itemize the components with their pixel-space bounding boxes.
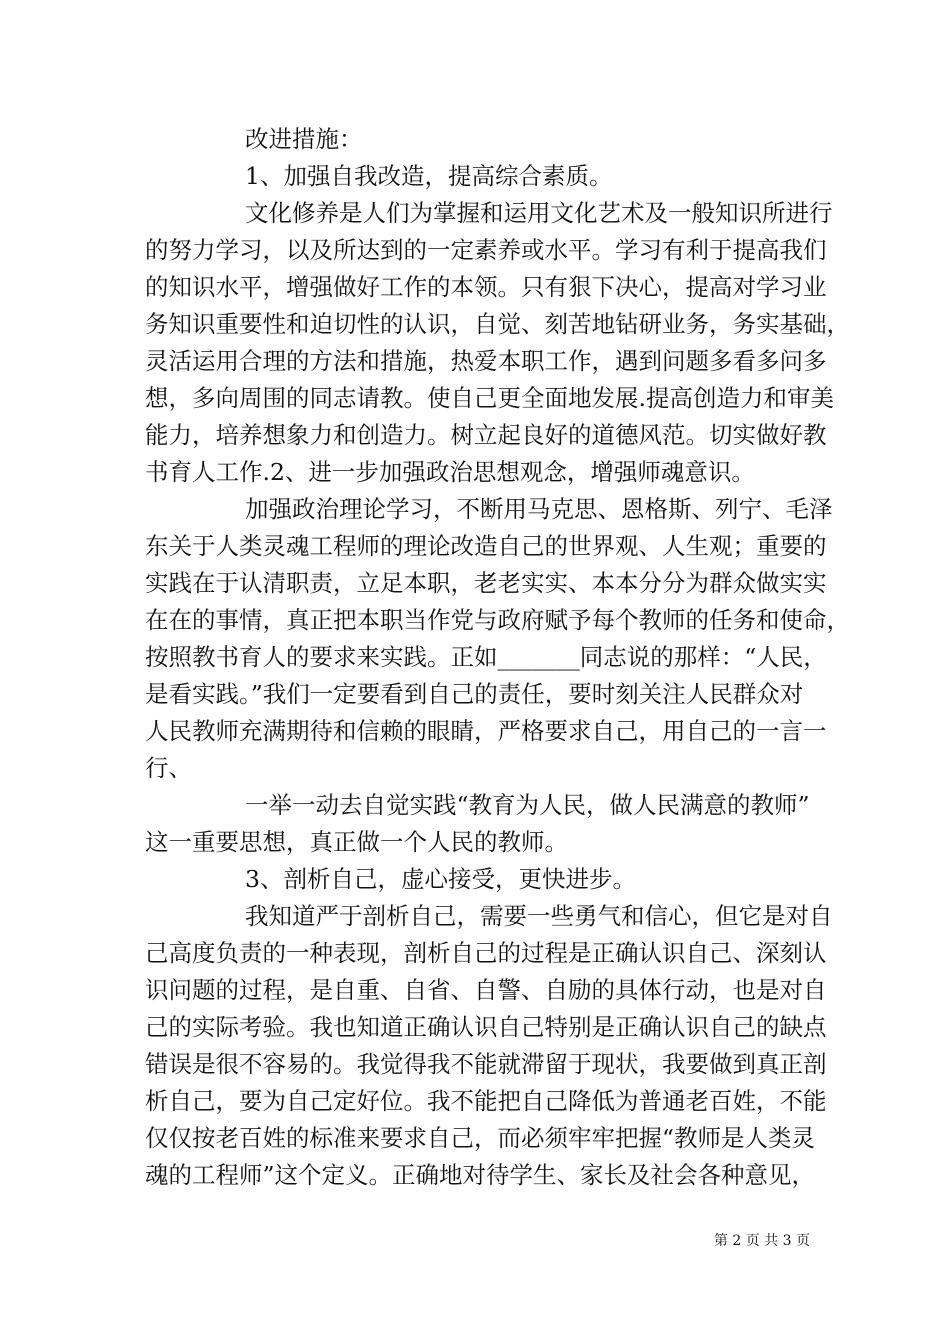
section-heading-1: 1、加强自我改造，提高综合素质。: [245, 162, 613, 190]
paragraph-line: 能力，培养想象力和创造力。树立起良好的道德风范。切实做好教: [145, 421, 827, 449]
paragraph-line: 一举一动去自觉实践“教育为人民，做人民满意的教师”: [245, 791, 810, 819]
paragraph-line: 在在的事情，真正把本职当作党与政府赋予每个教师的任务和使命，: [145, 606, 850, 634]
paragraph-line: 我知道严于剖析自己，需要一些勇气和信心，但它是对自: [245, 902, 833, 930]
paragraph-line: 实践在于认清职责，立足本职，老老实实、本本分分为群众做实实: [145, 569, 827, 597]
section-heading-3: 3、剖析自己，虚心接受，更快进步。: [245, 865, 636, 893]
paragraph-line: 识问题的过程，是自重、自省、自警、自励的具体行动，也是对自: [145, 976, 827, 1004]
paragraph-line: 想，多向周围的同志请教。使自己更全面地发展.提高创造力和审美: [145, 384, 834, 412]
paragraph-line: 行、: [145, 754, 192, 782]
paragraph-line: 仅仅按老百姓的标准来要求自己，而必须牢牢把握“教师是人类灵: [145, 1124, 816, 1152]
paragraph-line: 魂的工程师”这个定义。正确地对待学生、家长及社会各种意见，: [145, 1161, 816, 1189]
paragraph-line: 的知识水平，增强做好工作的本领。只有狠下决心，提高对学习业: [145, 273, 827, 301]
paragraph-line: 按照教书育人的要求来实践。正如_______同志说的那样：“人民，: [145, 643, 827, 671]
paragraph-line: 务知识重要性和迫切性的认识，自觉、刻苦地钻研业务，务实基础，: [145, 310, 850, 338]
paragraph-line: 析自己，要为自己定好位。我不能把自己降低为普通老百姓，不能: [145, 1087, 827, 1115]
heading-improvement-measures: 改进措施：: [245, 125, 363, 153]
paragraph-line: 这一重要思想，真正做一个人民的教师。: [145, 828, 568, 856]
paragraph-line: 灵活运用合理的方法和措施，热爱本职工作，遇到问题多看多问多: [145, 347, 827, 375]
paragraph-line: 的努力学习，以及所达到的一定素养或水平。学习有利于提高我们: [145, 236, 827, 264]
paragraph-line: 文化修养是人们为掌握和运用文化艺术及一般知识所进行: [245, 199, 833, 227]
page-number-footer: 第 2 页 共 3 页: [713, 1233, 810, 1249]
paragraph-line: 己的实际考验。我也知道正确认识自己特别是正确认识自己的缺点: [145, 1013, 827, 1041]
paragraph-line: 书育人工作.2、进一步加强政治思想观念，增强师魂意识。: [145, 458, 755, 486]
paragraph-line: 加强政治理论学习，不断用马克思、恩格斯、列宁、毛泽: [245, 495, 833, 523]
paragraph-line: 己高度负责的一种表现，剖析自己的过程是正确认识自己、深刻认: [145, 939, 827, 967]
paragraph-line: 错误是很不容易的。我觉得我不能就滞留于现状，我要做到真正剖: [145, 1050, 827, 1078]
paragraph-line: 是看实践。”我们一定要看到自己的责任，要时刻关注人民群众对: [145, 680, 804, 708]
paragraph-line: 东关于人类灵魂工程师的理论改造自己的世界观、人生观；重要的: [145, 532, 827, 560]
paragraph-line: 人民教师充满期待和信赖的眼睛，严格要求自己，用自己的一言一: [145, 717, 827, 745]
